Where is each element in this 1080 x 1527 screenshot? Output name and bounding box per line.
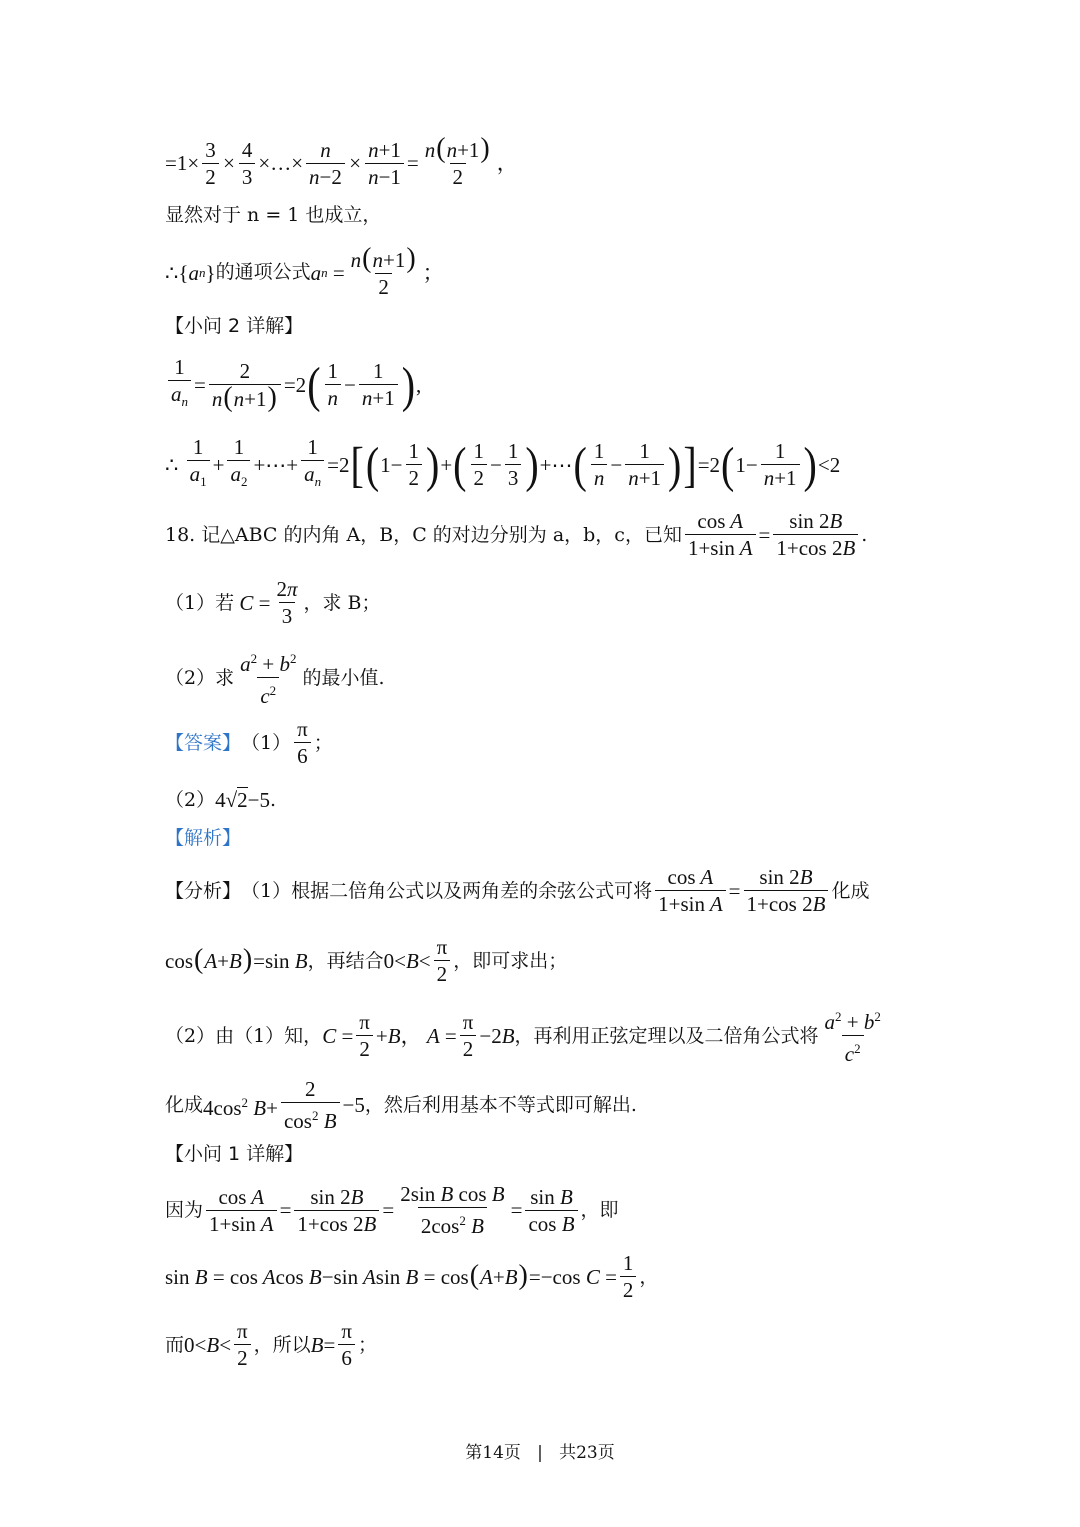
page-footer xyxy=(0,1438,1080,1463)
analysis-heading: 【解析】 xyxy=(165,827,242,849)
solution-text: ， xyxy=(639,1265,659,1288)
analysis-line-1: 【分析】 （1）根据二倍角公式以及两角差的余弦公式可将 $\frac{\text{cos A}}{\text{1+sin A}}$ = $\frac{\sin 2B}{1+\cos 2B}$ 化成 xyxy=(165,865,870,916)
solution-text: 而 xyxy=(165,1333,185,1356)
solution-line-1: 因为 $\frac{\text{cos A}}{\text{1+sin A}}$ = $\frac{\sin 2B}{1+\cos 2B}$ = $\frac{\text{2sin B cos B}}{2\cos^2 B}$ = $\frac{\text{sin B}}{\text{cos B}}$ ，即 xyxy=(165,1182,619,1238)
analysis-text: ，然后利用基本不等式即可解出. xyxy=(364,1094,637,1116)
answer-line-1: 【答案】 （1） $\frac{\pi}{6}$ ； xyxy=(165,717,333,768)
answer-label: 【答案】 xyxy=(165,731,242,754)
question-18-part-2: （2）求 $\frac{a^2 + b^2}{c^2}$ 的最小值. xyxy=(165,651,385,708)
part-text: 的最小值. xyxy=(302,666,385,689)
answer-part-label: （2） xyxy=(165,789,216,811)
analysis-text: 化成 xyxy=(831,879,870,902)
answer-line-2: （2） 4√2−5 . xyxy=(165,788,277,812)
subquestion-1-heading: 【小问 1 详解】 xyxy=(165,1143,304,1165)
question-18: 18. 记△ABC 的内角 A，B，C 的对边分别为 a，b，c，已知 $\frac{\text{cos A}}{\text{1+sin A}}$ = $\frac{\sin 2B}{1+\cos 2B}$ . xyxy=(165,509,868,560)
text-segment: 的通项公式 xyxy=(215,262,311,283)
page-total: 共23页 xyxy=(559,1443,615,1463)
part-label: （1）若 xyxy=(165,591,235,614)
analysis-line-3: （2）由（1）知， C = $\frac{\pi}{2}$ +B， A = $\frac{\pi}{2}$ −2B ，再利用正弦定理以及二倍角公式将 $\frac{a^2 + b^2}{c^2}$ xyxy=(165,1009,881,1066)
n-equals-one-line: 显然对于 n = 1 也成立， xyxy=(165,204,382,226)
therefore-symbol: ∴ xyxy=(165,261,179,285)
line-punct: . xyxy=(861,523,868,546)
part-text: ，求 B； xyxy=(303,591,381,614)
question-18-text: 18. 记△ABC 的内角 A，B，C 的对边分别为 a，b，c，已知 xyxy=(165,523,682,546)
solution-text: ； xyxy=(357,1333,377,1356)
solution-text: 因为 xyxy=(165,1199,204,1221)
product-formula-line: =1× $\frac{3}{2}$ × $\frac{4}{3}$ ×…× $\frac{n}{n-2}$ × $\frac{n+1}{n-1}$ = $\frac{n(n+1)}{2}$ ， xyxy=(165,133,518,189)
general-formula-line: ∴ { a n } 的通项公式 a n = $\frac{n(n+1)}{2}$ ； xyxy=(165,243,444,299)
analysis-label: 【分析】 xyxy=(165,879,242,902)
line-punct: ， xyxy=(496,151,518,175)
analysis-text: （2）由（1）知， xyxy=(165,1024,323,1047)
analysis-text: ，再利用正弦定理以及二倍角公式将 xyxy=(514,1024,819,1047)
solution-line-3: 而 0<B< $\frac{\pi}{2}$ ，所以 B= $\frac{\pi}{6}$ ； xyxy=(165,1319,377,1370)
analysis-line-4: 化成 $4\cos^2$ B+ $\frac{2}{\cos^2 B}$ −5 ，然后利用基本不等式即可解出. xyxy=(165,1077,637,1133)
analysis-text: ，再结合 xyxy=(307,949,384,972)
subquestion-2-heading: 【小问 2 详解】 xyxy=(165,315,304,337)
solution-line-2: sin B = cos Acos B−sin Asin B = cos(A+B)=−cos C = $\frac{1}{2}$ ， xyxy=(165,1251,659,1302)
analysis-text: （1）根据二倍角公式以及两角差的余弦公式可将 xyxy=(241,879,653,902)
analysis-text: ，即可求出； xyxy=(453,949,568,972)
part-label: （2）求 xyxy=(165,666,235,689)
reciprocal-formula-line: $\frac{1}{a_n}$ = $\frac{2}{n(n+1)}$ =2 ( $\frac{1}{n}$ − $\frac{1}{n+1}$ ) , xyxy=(165,354,421,415)
page-number: 第14页 xyxy=(465,1443,521,1463)
solution-text: ，即 xyxy=(580,1199,619,1221)
answer-part-label: （1） xyxy=(241,731,292,754)
analysis-line-2: cos(A+B)=sin B ，再结合 0<B< $\frac{\pi}{2}$ ，即可求出； xyxy=(165,935,568,986)
telescoping-sum-line: ∴ $\frac{1}{a_1}$ + $\frac{1}{a_2}$ +⋯+ $\frac{1}{a_n}$ =2 [ ( 1− $\frac{1}{2}$ ) + ( $\frac{1}{2}$ − $\frac{1}{3}$ ) +⋯ ( $\frac{1}{n}$ − $\frac{1}{n+1}$ ) ] =2 ( 1− $\frac{1}{n+1}$ ) <2 xyxy=(165,434,840,495)
line-punct: ； xyxy=(313,731,333,754)
solution-text: ，所以 xyxy=(253,1333,311,1356)
footer-separator: | xyxy=(537,1443,543,1463)
line-punct: . xyxy=(269,789,277,811)
question-18-part-1: （1）若 C = $\frac{2\pi}{3}$ ，求 B； xyxy=(165,577,381,628)
line-punct: ； xyxy=(422,261,444,285)
analysis-text: 化成 xyxy=(165,1094,204,1116)
